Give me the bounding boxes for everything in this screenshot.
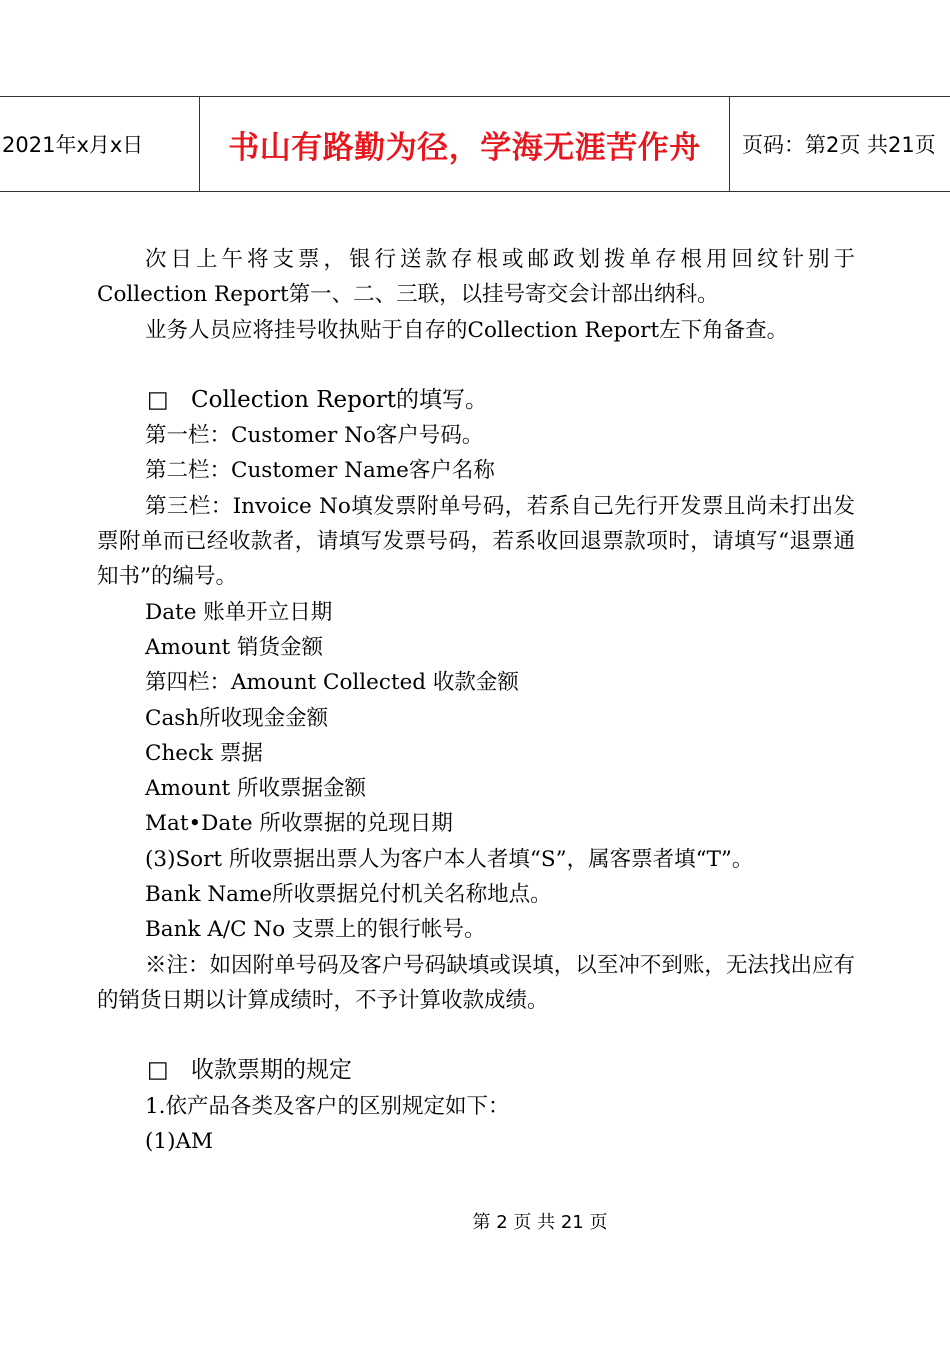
page-header <box>0 96 950 192</box>
list-item: 第三栏：Invoice No填发票附单号码，若系自己先行开发票且尚未打出发票附单而已经收款者，请填写发票号码，若系收回退票款项时，请填写“退票通知书”的编号。 <box>97 493 855 590</box>
list-item: 1.依产品各类及客户的区别规定如下： <box>145 1093 510 1119</box>
list-item: Bank Name所收票据兑付机关名称地点。 <box>145 882 552 908</box>
list-item: Check 票据 <box>145 740 263 766</box>
section-heading <box>97 1053 855 1088</box>
list-item: 第四栏：Amount Collected 收款金额 <box>145 670 519 696</box>
document-body <box>97 242 855 1159</box>
list-item: Mat•Date 所收票据的兑现日期 <box>145 811 453 837</box>
list-item: Amount 销货金额 <box>145 634 324 660</box>
paragraph: 业务人员应将挂号收执贴于自存的Collection Report左下角备查。 <box>145 317 789 343</box>
list-item: Bank A/C No 支票上的银行帐号。 <box>145 917 486 943</box>
paragraph: 次日上午将支票，银行送款存根或邮政划拨单存根用回纹针别于Collection Report第一、二、三联，以挂号寄交会计部出纳科。 <box>97 247 855 308</box>
list-item: Date 账单开立日期 <box>145 599 333 625</box>
list-item: 第二栏：Customer Name客户名称 <box>145 458 495 484</box>
list-item: (3)Sort 所收票据出票人为客户本人者填“S”，属客票者填“T”。 <box>145 846 754 872</box>
note-paragraph: ※注：如因附单号码及客户号码缺填或误填，以至冲不到账，无法找出应有的销货日期以计算成绩时，不予计算收款成绩。 <box>97 952 855 1013</box>
list-item: (1)AM <box>145 1128 213 1154</box>
header-date: 2021年x月x日 <box>0 97 200 191</box>
header-motto: 书山有路勤为径，学海无涯苦作舟 <box>200 97 730 191</box>
checkbox-glyph: □ <box>147 386 169 413</box>
checkbox-glyph: □ <box>147 1057 169 1084</box>
header-page-number: 页码：第2页 共21页 <box>742 133 936 157</box>
section-title: 收款票期的规定 <box>191 1057 352 1084</box>
page-footer: 第 2 页 共 21 页 <box>472 1212 608 1233</box>
section-title: Collection Report的填写。 <box>191 386 488 413</box>
section-heading <box>97 383 855 418</box>
list-item: 第一栏：Customer No客户号码。 <box>145 423 484 449</box>
list-item: Cash所收现金金额 <box>145 705 329 731</box>
list-item: Amount 所收票据金额 <box>145 776 367 802</box>
